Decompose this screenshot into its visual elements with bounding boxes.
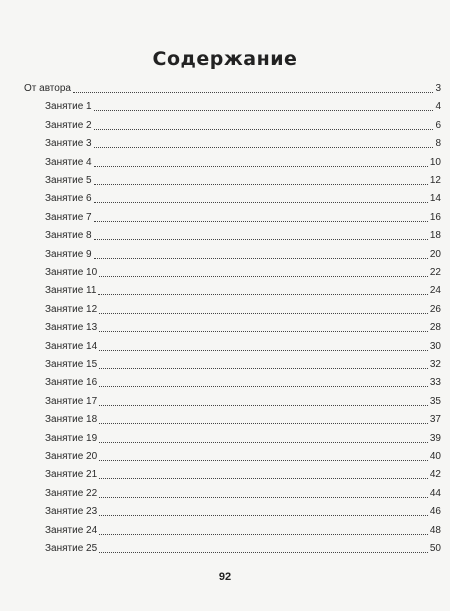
toc-entry [45,394,441,408]
dot-leader [99,515,428,516]
toc-entry [24,81,441,95]
toc-entry-page: 35 [429,395,441,407]
toc-entry-page: 14 [429,193,441,205]
toc-entry [45,118,441,132]
toc-entry-label: Занятие 9 [45,248,92,260]
dot-leader [99,497,428,498]
toc-entry-page: 20 [429,248,441,260]
toc-entry [45,247,441,261]
toc-entry [45,320,441,334]
dot-leader [99,313,428,314]
toc-entry-label: От автора [24,83,71,94]
toc-entry-label: Занятие 15 [45,359,98,370]
toc-entry [45,155,441,169]
toc-entry-page: 12 [429,175,441,186]
dot-leader [99,460,428,461]
dot-leader [94,239,428,240]
dot-leader [94,147,434,148]
toc-entry-label: Занятие 22 [45,487,98,499]
toc-entry-page: 39 [429,432,441,444]
toc-entry-label: Занятие 12 [45,303,98,315]
toc-entry-label: Занятие 14 [45,340,98,352]
toc-entry-label: Занятие 10 [45,267,98,278]
dot-leader [99,386,428,387]
toc-entry-page: 4 [435,101,441,113]
toc-entry [45,375,441,389]
toc-entry-page: 42 [429,469,441,481]
toc-entry-page: 16 [429,211,441,223]
toc-entry [45,449,441,463]
dot-leader [94,129,434,130]
dot-leader [99,552,428,553]
toc-entry [45,431,441,445]
toc-entry [45,541,441,555]
toc-entry-label: Занятие 3 [45,138,92,150]
toc-entry [45,339,441,353]
toc-entry-page: 28 [429,322,441,334]
toc-entry-page: 46 [429,506,441,518]
toc-entry [45,486,441,500]
toc-entry-page: 50 [429,543,441,554]
toc-entry-page: 26 [429,303,441,315]
dot-leader [94,202,428,203]
toc-entry [45,136,441,150]
toc-entry [45,412,441,426]
toc-entry-label: Занятие 21 [45,469,98,481]
page-title: Содержание [152,48,298,70]
toc-entry-page: 10 [429,156,441,168]
toc-entry [45,283,441,297]
toc-entry-label: Занятие 20 [45,451,98,462]
toc-entry [45,173,441,187]
toc-entry-label: Занятие 16 [45,377,98,389]
toc-entry-page: 48 [429,524,441,536]
dot-leader [99,442,428,443]
toc-entry-label: Занятие 6 [45,193,92,205]
dot-leader [99,405,428,406]
dot-leader [94,166,428,167]
toc-entry-label: Занятие 1 [45,101,92,113]
toc-entry [45,357,441,371]
dot-leader [99,534,428,535]
dot-leader [94,221,428,222]
toc-entry-label: Занятие 17 [45,395,98,407]
dot-leader [99,331,428,332]
dot-leader [94,110,434,111]
dot-leader [99,276,428,277]
toc-entry [45,467,441,481]
toc-entry-label: Занятие 24 [45,524,98,536]
dot-leader [73,92,433,93]
toc-entry-label: Занятие 25 [45,543,98,554]
toc-entry [45,504,441,518]
toc-entry-page: 44 [429,487,441,499]
page-number: 92 [218,571,232,583]
toc-entry [45,191,441,205]
toc-entry-label: Занятие 8 [45,230,92,242]
toc-entry [45,523,441,537]
toc-entry-page: 8 [435,138,441,150]
toc-entry-page: 37 [429,414,441,426]
dot-leader [94,184,428,185]
toc-entry-page: 18 [429,230,441,242]
toc-entry-label: Занятие 7 [45,211,92,223]
toc-entry [45,228,441,242]
dot-leader [99,478,428,479]
toc-entry-label: Занятие 18 [45,414,98,426]
toc-entry-page: 24 [429,285,441,297]
dot-leader [98,294,427,295]
toc-entry-label: Занятие 11 [45,285,97,297]
dot-leader [99,368,428,369]
toc-entry-page: 40 [429,451,441,462]
toc-entry [45,99,441,113]
toc-entry [45,210,441,224]
dot-leader [99,423,428,424]
toc-entry-label: Занятие 13 [45,322,98,334]
toc-entry-label: Занятие 2 [45,119,92,131]
toc-entry-label: Занятие 5 [45,175,92,186]
toc-entry-page: 6 [435,119,441,131]
toc-entry-page: 30 [429,340,441,352]
dot-leader [99,350,428,351]
toc-entry-page: 33 [429,377,441,389]
toc-entry [45,265,441,279]
toc-entry [45,302,441,316]
toc-entry-label: Занятие 19 [45,432,98,444]
toc-entry-page: 3 [435,83,441,94]
toc-entry-label: Занятие 4 [45,156,92,168]
toc-entry-page: 22 [429,267,441,278]
toc-entry-page: 32 [429,359,441,370]
toc-entry-label: Занятие 23 [45,506,98,518]
dot-leader [94,258,428,259]
